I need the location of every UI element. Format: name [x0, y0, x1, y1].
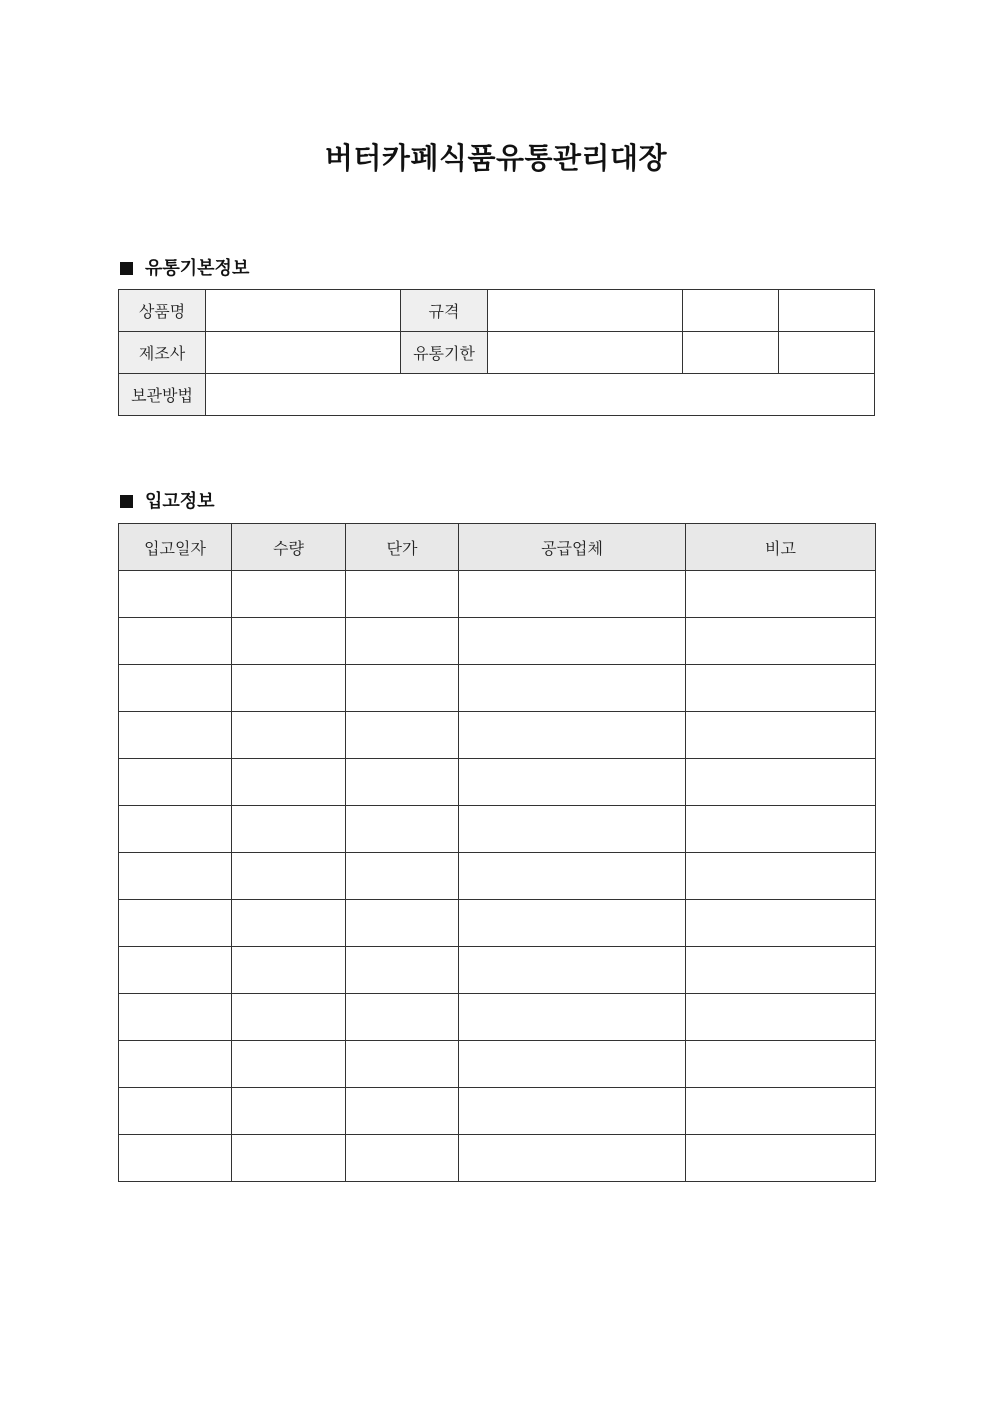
quantity-cell[interactable] — [232, 665, 346, 712]
unit-price-cell[interactable] — [346, 571, 459, 618]
remarks-cell[interactable] — [686, 1041, 876, 1088]
remarks-cell[interactable] — [686, 665, 876, 712]
col-header-quantity: 수량 — [232, 524, 346, 571]
remarks-cell[interactable] — [686, 947, 876, 994]
date-cell[interactable] — [119, 1088, 232, 1135]
col-header-date: 입고일자 — [119, 524, 232, 571]
square-bullet-icon — [120, 495, 133, 508]
unit-price-cell[interactable] — [346, 1088, 459, 1135]
storage-label: 보관방법 — [119, 374, 206, 416]
product-name-label: 상품명 — [119, 290, 206, 332]
supplier-cell[interactable] — [459, 1088, 686, 1135]
remarks-cell[interactable] — [686, 1088, 876, 1135]
date-cell[interactable] — [119, 1041, 232, 1088]
quantity-cell[interactable] — [232, 900, 346, 947]
unit-price-cell[interactable] — [346, 853, 459, 900]
date-cell[interactable] — [119, 618, 232, 665]
supplier-cell[interactable] — [459, 900, 686, 947]
storage-field[interactable] — [206, 374, 875, 416]
table-row — [119, 374, 875, 416]
supplier-cell[interactable] — [459, 618, 686, 665]
supplier-cell[interactable] — [459, 665, 686, 712]
date-cell[interactable] — [119, 1135, 232, 1182]
remarks-cell[interactable] — [686, 994, 876, 1041]
remarks-cell[interactable] — [686, 853, 876, 900]
extra-field-2[interactable] — [779, 290, 875, 332]
supplier-cell[interactable] — [459, 571, 686, 618]
table-header-row — [119, 524, 876, 571]
unit-price-cell[interactable] — [346, 665, 459, 712]
remarks-cell[interactable] — [686, 759, 876, 806]
table-row — [119, 332, 875, 374]
section-heading-receipt — [120, 487, 215, 513]
unit-price-cell[interactable] — [346, 618, 459, 665]
quantity-cell[interactable] — [232, 994, 346, 1041]
section-heading-receipt-label: 입고정보 — [145, 491, 215, 512]
basic-info-table — [118, 289, 875, 416]
expiry-label: 유통기한 — [401, 332, 488, 374]
unit-price-cell[interactable] — [346, 947, 459, 994]
quantity-cell[interactable] — [232, 853, 346, 900]
manufacturer-field[interactable] — [206, 332, 401, 374]
date-cell[interactable] — [119, 900, 232, 947]
date-cell[interactable] — [119, 994, 232, 1041]
page-title: 버터카페식품유통관리대장 — [324, 141, 668, 175]
remarks-cell[interactable] — [686, 900, 876, 947]
extra-field-4[interactable] — [779, 332, 875, 374]
table-row — [119, 1135, 876, 1182]
date-cell[interactable] — [119, 571, 232, 618]
table-row — [119, 1088, 876, 1135]
date-cell[interactable] — [119, 806, 232, 853]
quantity-cell[interactable] — [232, 759, 346, 806]
quantity-cell[interactable] — [232, 947, 346, 994]
table-row — [119, 947, 876, 994]
table-row — [119, 571, 876, 618]
table-row — [119, 900, 876, 947]
supplier-cell[interactable] — [459, 712, 686, 759]
col-header-unit-price: 단가 — [346, 524, 459, 571]
quantity-cell[interactable] — [232, 806, 346, 853]
supplier-cell[interactable] — [459, 806, 686, 853]
col-header-supplier: 공급업체 — [459, 524, 686, 571]
expiry-field[interactable] — [488, 332, 683, 374]
quantity-cell[interactable] — [232, 618, 346, 665]
table-row — [119, 806, 876, 853]
quantity-cell[interactable] — [232, 571, 346, 618]
quantity-cell[interactable] — [232, 712, 346, 759]
date-cell[interactable] — [119, 759, 232, 806]
remarks-cell[interactable] — [686, 712, 876, 759]
date-cell[interactable] — [119, 947, 232, 994]
supplier-cell[interactable] — [459, 1041, 686, 1088]
receipt-table — [118, 523, 876, 1182]
table-row — [119, 994, 876, 1041]
quantity-cell[interactable] — [232, 1135, 346, 1182]
remarks-cell[interactable] — [686, 1135, 876, 1182]
col-header-remarks: 비고 — [686, 524, 876, 571]
table-row — [119, 618, 876, 665]
supplier-cell[interactable] — [459, 1135, 686, 1182]
extra-field-1[interactable] — [683, 290, 779, 332]
remarks-cell[interactable] — [686, 618, 876, 665]
section-heading-basic-label: 유통기본정보 — [145, 258, 250, 279]
section-heading-basic — [120, 254, 249, 280]
remarks-cell[interactable] — [686, 571, 876, 618]
table-row — [119, 853, 876, 900]
supplier-cell[interactable] — [459, 994, 686, 1041]
unit-price-cell[interactable] — [346, 1135, 459, 1182]
square-bullet-icon — [120, 262, 133, 275]
spec-field[interactable] — [488, 290, 683, 332]
supplier-cell[interactable] — [459, 853, 686, 900]
table-row — [119, 665, 876, 712]
supplier-cell[interactable] — [459, 947, 686, 994]
table-row — [119, 290, 875, 332]
unit-price-cell[interactable] — [346, 712, 459, 759]
date-cell[interactable] — [119, 712, 232, 759]
quantity-cell[interactable] — [232, 1088, 346, 1135]
extra-field-3[interactable] — [683, 332, 779, 374]
table-row — [119, 759, 876, 806]
manufacturer-label: 제조사 — [119, 332, 206, 374]
table-row — [119, 712, 876, 759]
unit-price-cell[interactable] — [346, 900, 459, 947]
table-row — [119, 1041, 876, 1088]
supplier-cell[interactable] — [459, 759, 686, 806]
unit-price-cell[interactable] — [346, 1041, 459, 1088]
receipt-table-body — [119, 571, 876, 1182]
unit-price-cell[interactable] — [346, 994, 459, 1041]
remarks-cell[interactable] — [686, 806, 876, 853]
date-cell[interactable] — [119, 665, 232, 712]
product-name-field[interactable] — [206, 290, 401, 332]
unit-price-cell[interactable] — [346, 759, 459, 806]
spec-label: 규격 — [401, 290, 488, 332]
date-cell[interactable] — [119, 853, 232, 900]
unit-price-cell[interactable] — [346, 806, 459, 853]
quantity-cell[interactable] — [232, 1041, 346, 1088]
